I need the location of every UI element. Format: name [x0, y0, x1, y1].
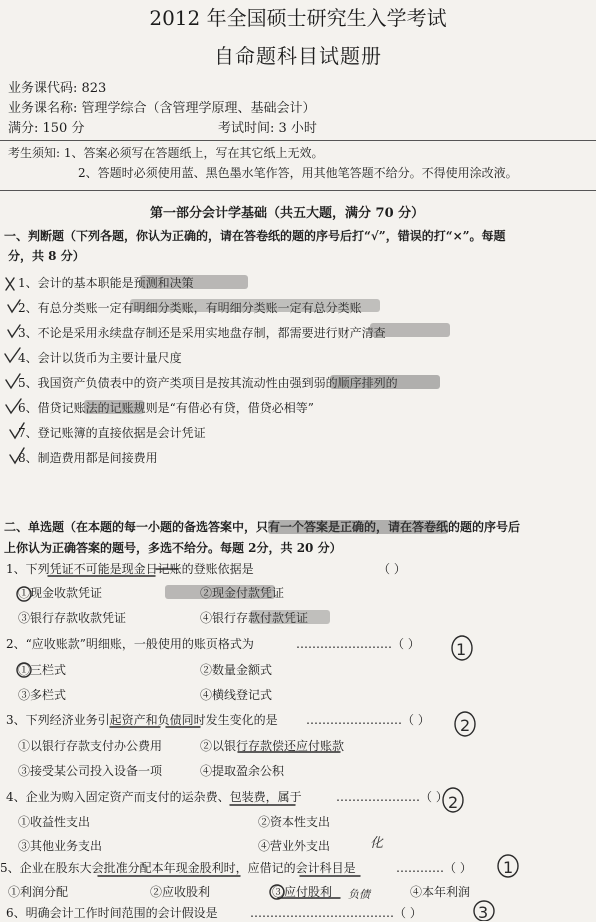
option: ①以银行存款支付办公费用 — [18, 739, 163, 753]
option: ④横线登记式 — [200, 688, 273, 702]
judgment-item: 2、有总分类账一定有明细分类账，有明细分类账一定有总分类账 — [18, 301, 362, 315]
option: ③其他业务支出 — [18, 839, 103, 853]
question-stem: 5、企业在股东大会批准分配本年现金股利时，应借记的会计科目是 — [0, 861, 356, 875]
option: ③接受某公司投入设备一项 — [18, 764, 163, 778]
handwritten-answer: 2 — [460, 716, 471, 735]
divider — [0, 140, 596, 141]
highlighter-smudge — [165, 585, 275, 599]
option: ③多栏式 — [18, 688, 67, 702]
question-stem: 2、“应收账款”明细账，一般使用的账页格式为 — [6, 637, 254, 651]
handwritten-note: 化 — [370, 836, 384, 851]
question-stem: 6、明确会计工作时间范围的会计假设是 — [6, 906, 218, 920]
answer-parenthesis: ………………………………（ ） — [250, 906, 422, 920]
section-1-header: 一、判断题（下列各题，你认为正确的，请在答卷纸的题的序号后打“√”，错误的打“×”。每题 — [4, 229, 506, 243]
highlighter-smudge — [370, 323, 450, 337]
divider — [0, 190, 596, 191]
option: ②资本性支出 — [258, 815, 331, 829]
notice-line-2: 2、答题时必须使用蓝、黑色墨水笔作答，用其他笔答题不给分。不得使用涂改液。 — [78, 166, 518, 180]
question-stem: 3、下列经济业务引起资产和负债同时发生变化的是 — [6, 713, 278, 727]
highlighter-smudge — [84, 400, 144, 414]
highlighter-smudge — [268, 520, 448, 534]
option: ④提取盈余公积 — [200, 764, 285, 778]
option: ②应收股利 — [150, 885, 211, 899]
option: ①收益性支出 — [18, 815, 91, 829]
handwritten-note: 负债 — [348, 888, 370, 901]
answer-parenthesis: （ ） — [378, 562, 406, 576]
judgment-item: 4、会计以货币为主要计量尺度 — [18, 351, 182, 365]
section-1-header: 分，共 8 分） — [8, 249, 85, 263]
handwritten-answer: 1 — [503, 858, 514, 877]
option: ③银行存款收款凭证 — [18, 611, 127, 625]
option: ③应付股利 — [272, 885, 333, 899]
full-score: 满分: 150 分 — [8, 121, 85, 136]
answer-parenthesis: …………（ ） — [396, 861, 472, 875]
option: ①利润分配 — [8, 885, 69, 899]
option: ①现金收款凭证 — [18, 586, 103, 600]
part-title: 第一部分会计学基础（共五大题，满分 70 分） — [150, 206, 425, 221]
handwritten-answer: 1 — [456, 640, 467, 659]
judgment-item: 3、不论是采用永续盘存制还是采用实地盘存制，都需要进行财产清查 — [18, 326, 386, 340]
exam-subtitle: 自命题科目试题册 — [214, 44, 382, 68]
section-2-header: 上你认为正确答案的题号，多选不给分。每题 2分，共 20 分） — [4, 541, 342, 555]
judgment-item: 7、登记账簿的直接依据是会计凭证 — [18, 426, 206, 440]
handwritten-answer: 2 — [448, 793, 459, 812]
course-name: 业务课名称: 管理学综合（含管理学原理、基础会计） — [8, 101, 316, 116]
option: ④营业外支出 — [258, 839, 331, 853]
highlighter-smudge — [330, 375, 440, 389]
answer-parenthesis: ……………………（ ） — [306, 713, 430, 727]
exam-title: 2012 年全国硕士研究生入学考试 — [149, 6, 447, 30]
option: ②以银行存款偿还应付账款 — [200, 739, 345, 753]
judgment-item: 8、制造费用都是间接费用 — [18, 451, 158, 465]
option: ④银行存款付款凭证 — [200, 611, 309, 625]
answer-parenthesis: …………………（ ） — [336, 790, 448, 804]
question-stem: 1、下列凭证不可能是现金日记账的登账依据是 — [6, 562, 254, 576]
judgment-item: 6、借贷记账法的记账规则是“有借必有贷，借贷必相等” — [18, 401, 314, 415]
handwritten-answer: 3 — [478, 903, 489, 922]
option: ④本年利润 — [410, 885, 471, 899]
option: ②现金付款凭证 — [200, 586, 285, 600]
highlighter-smudge — [250, 610, 330, 624]
section-2-header: 二、单选题（在本题的每一小题的备选答案中，只有一个答案是正确的，请在答卷纸的题的序号后 — [4, 520, 521, 534]
judgment-item: 1、会计的基本职能是预测和决策 — [18, 276, 194, 290]
highlighter-smudge — [130, 299, 380, 312]
notice-line-1: 考生须知: 1、答案必须写在答题纸上，写在其它纸上无效。 — [8, 146, 324, 160]
question-stem: 4、企业为购入固定资产而支付的运杂费、包装费，属于 — [6, 790, 302, 804]
course-code: 业务课代码: 823 — [8, 81, 107, 96]
answer-parenthesis: ……………………（ ） — [296, 637, 420, 651]
highlighter-smudge — [140, 275, 248, 289]
judgment-item: 5、我国资产负债表中的资产类项目是按其流动性由强到弱的顺序排列的 — [18, 376, 398, 390]
option: ①三栏式 — [18, 663, 67, 677]
exam-time: 考试时间: 3 小时 — [218, 121, 317, 136]
option: ②数量金额式 — [200, 663, 273, 677]
